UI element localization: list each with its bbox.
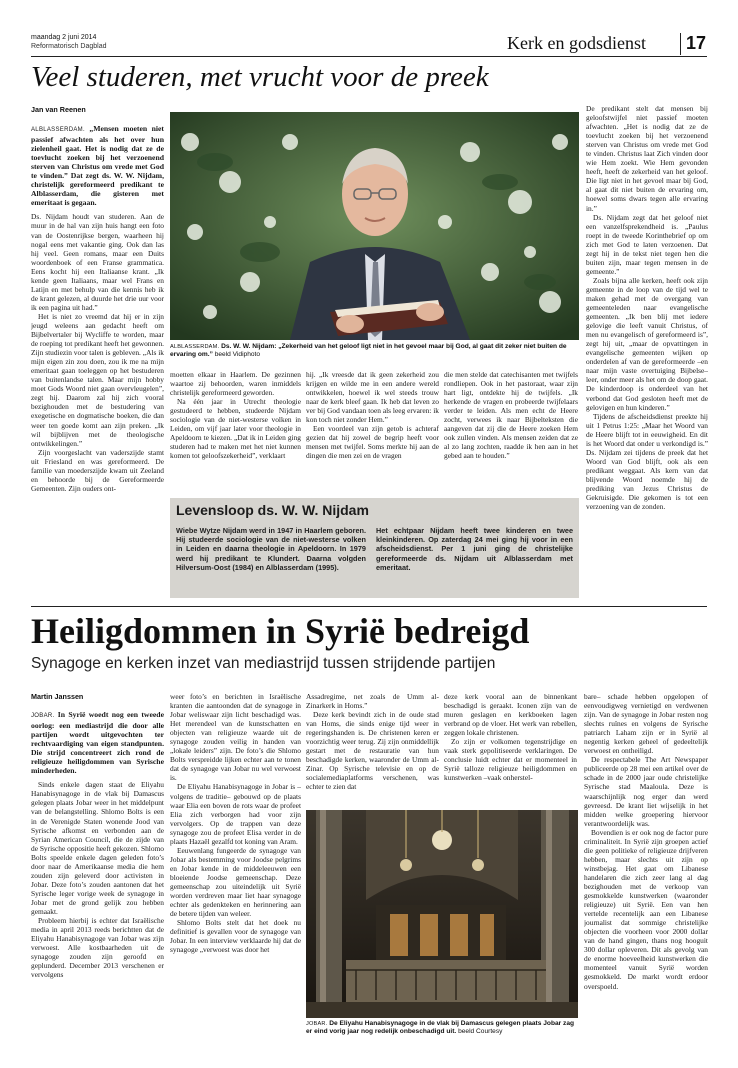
lead-dateline: JOBAR.: [31, 713, 55, 719]
paragraph: Probleem hierbij is echter dat Israëlische media in april 2013 reeds berichtten dat de Eliyahu Hanabisynagoge van Jobar was zijn verwoest. Alle kostbaarheden uit de synagoge zouden zijn geroofd en geplunderd. December 2013 verschenen er vervolgens: [31, 916, 164, 980]
page-number: 17: [686, 33, 707, 53]
photo-credit: beeld Vidiphoto: [214, 351, 261, 358]
paragraph: Sinds enkele dagen staat de Eliyahu Hanabisynagoge in de vlak bij Damascus gelegen plaats Jobar weer in het middelpunt van de belangstelling. Shlomo Bolts is een in de Verenigde Staten wonende Jood van Syrische afkomst en verbonden aan de Syrian American Council, die de zijde van de Syrische oppositie heeft gekozen. Shlomo Bolts speelde enkele dagen geleden foto’s door naar de Amerikaanse media die hem zouden zijn geleverd door activisten in Jobar. Deze foto’s zouden aantonen dat het Syrische leger vorige week de synagoge in Jobar met de grond gelijk zou hebben gemaakt.: [31, 780, 164, 916]
caption-dateline: ALBLASSERDAM.: [170, 344, 220, 350]
article1-photo: [170, 112, 579, 340]
paragraph: De Eliyahu Hanabisynagoge in Jobar is –volgens de traditie– gebouwd op de plaats waar Elia een boven de rots waar de profeet Elia zich verborgen had voor zijn vervolgers. Op de trappen van deze synagoge zou de profeet Elisa verder in de plaats Hazaël gezalfd tot koning van Aram.: [170, 782, 301, 846]
header-divider: [680, 33, 681, 55]
article2-column-3: [306, 692, 439, 804]
article1-photo-caption: [170, 343, 579, 359]
paragraph: Ds. Nijdam houdt van studeren. Aan de muur in de hal van zijn huis hangt een foto van de Oostenrijkse bergen, waarheen hij nogal eens met vakantie ging. Ook dan las hij veel. Geen romans, maar een Duits woordenboek of een Franse grammatica. Eens kocht hij een Italiaanse krant. „Ik kende geen Italiaans, maar wel Frans en Latijn en met behulp van die kennis heb ik de krant gelezen, al duurde het drie uur voor ik een pagina uit had.”: [31, 212, 164, 312]
bio-column-2: Het echtpaar Nijdam heeft twee kinderen en twee kleinkinderen. Op zaterdag 24 mei ging hij voor in een afscheidsdienst. Per 1 juni ging de christelijke gereformeerde ds. Nijdam uit Alblasserdam met emeritaat.: [376, 526, 573, 572]
article1-column-right: [586, 104, 708, 598]
bio-column-1: Wiebe Wytze Nijdam werd in 1947 in Haarlem geboren. Hij studeerde sociologie van de niet-westerse volken in Leiden en daarna theologie in Apeldoorn. In 1979 werd hij predikant te Klundert. Daarna volgden Hilversum-Oost (1984) en Alblasserdam (1995).: [176, 526, 366, 572]
paragraph: bare– schade hebben opgelopen of eenvoudigweg vernietigd en verdwenen zijn. Van de synagoge in Jobar resten nog slechts ruïnes en volgens de Syrische patriarch Laham zijn er in Syrië al negentig kerken geheel of gedeeltelijk verwoest en ontheiligd.: [584, 692, 708, 756]
paragraph: Shlomo Bolts stelt dat het doek nu definitief is gevallen voor de synagoge van Jobar. In een interview verklaarde hij dat de synagoge „verwoest was door het: [170, 918, 301, 955]
paragraph: moetten elkaar in Haarlem. De gezinnen waartoe zij behoorden, waren inmiddels christelijk gereformeerd geworden.: [170, 370, 301, 398]
paragraph: Het is niet zo vreemd dat hij er in zijn jeugd weleens aan gedacht heeft om Bijbelvertaler bij Wycliffe te worden, maar de roeping tot predikant heeft het gewonnen. Zijn studiezin voor talen is gebleven. „Als ik mijn eigen zin zou doen, zou ik me na mijn emeritaat gaan toeleggen op het bestuderen van buitenlandse talen. Maar mijn hobby moet Gods Woord niet gaan overvleugelen”, zegt hij. Daarom zal hij zich vooral bezighouden met de bestudering van exegetische en dogmatische boeken, die dan weer ten goede komt aan zijn preken. „Ik wil bijblijven met de theologische ontwikkelingen.”: [31, 311, 164, 448]
portrait-photo-image: [170, 112, 579, 340]
article2-column-4: [444, 692, 577, 804]
article1-column-1: [31, 124, 164, 594]
article1-headline: Veel studeren, met vrucht voor de preek: [31, 61, 489, 93]
article1-column-2: [170, 370, 301, 496]
lead-text: „Mensen moeten niet passief afwachten als het over hun zielenheil gaat. Het is nodig dat ze de toevlucht zoeken bij het verzoenend sterven van Christus om vrede met God te vinden.” Dat zegt ds. W. W. Nijdam, christelijk gereformeerd predikant te Alblasserdam, die gisteren met emeritaat is gegaan.: [31, 124, 164, 208]
article1-column-3: [306, 370, 439, 496]
caption-dateline: JOBAR.: [306, 1021, 328, 1027]
photo-credit: beeld Courtesy: [458, 1028, 503, 1035]
header-date: maandag 2 juni 2014: [31, 34, 97, 41]
article2-byline: Martin Janssen: [31, 692, 84, 701]
bio-title: Levensloop ds. W. W. Nijdam: [176, 502, 369, 518]
section-title: Kerk en godsdienst: [507, 33, 646, 53]
paragraph: Assadregime, net zoals de Umm al-Zinarkerk in Homs.”: [306, 692, 439, 711]
paragraph: Bovendien is er ook nog de factor pure criminaliteit. In Syrië zijn groepen actief die geen politieke of religieuze drijfveren hebben, maar slechts uit zijn op winstbejag. Het gaat om Libanese handelaren die zich zeer lang al dag bezighouden met de verkoop van gesmokkelde kunstwerken (waaronder religieuze) uit Syrië. Een van hen vertelde recentelijk aan een Libanese journalist dat sommige christelijke objecten die voorheen voor 2000 dollar van de hand gingen, thans nog hooguit 300 dollar opleveren. Dit als gevolg van de enorme hoeveelheid kunstwerken die momenteel vanuit Syrië worden gesmokkeld. De markt wordt erdoor overspoeld.: [584, 827, 708, 991]
article2-photo-caption: [306, 1020, 578, 1036]
synagogue-photo-image: [306, 810, 578, 1018]
paragraph: Tijdens de afscheidsdienst preekte hij uit 1 Petrus 1:25: „Maar het Woord van de Heere blijft tot in eeuwigheid. En dit is het Woord dat onder u verkondigd is.” Ds. Nijdam zei tijdens de preek dat het Woord van God blijft, ook als een predikant weggaat. Als kern van dat blijvende Woord noemde hij de prediking van Jezus Christus de Gekruisigde. Die gekomen is tot een verzoening van de zonden.: [586, 411, 708, 512]
caption-text: De Eliyahu Hanabisynagoge in de vlak bij Damascus gelegen plaats Jobar zag er eind vorig jaar nog redelijk onbeschadigd uit.: [306, 1020, 575, 1035]
bio-box: [170, 498, 579, 598]
paragraph: Ds. Nijdam zegt dat het geloof niet een vanzelfsprekendheid is. „Paulus roept in de tweede Korinthebrief op om zich met God te laten verzoenen. Dat zegt hij in de tekst niet tegen hen die buiten zijn, maar tegen mensen in de gemeente.”: [586, 212, 708, 276]
article2-photo: [306, 810, 578, 1018]
caption-text: Ds. W. W. Nijdam: „Zekerheid van het geloof ligt niet in het gevoel maar bij God, al gaat dit zeker niet buiten de ervaring om.”: [170, 343, 567, 358]
paragraph: De respectabele The Art Newspaper publiceerde op 28 mei een artikel over de schade in de 2000 jaar oude christelijke Syrische stad Maaloula. Deze is waarschijnlijk nog erger dan werd gevreesd. De krant liet wijselijk in het midden welke groepering hiervoor verantwoordelijk was.: [584, 755, 708, 828]
article1-column-4: [444, 370, 578, 496]
paragraph: Een voordeel van zijn getob is achteraf gezien dat hij zowel de begrip heeft voor mensen met twijfel. Soms merkte hij aan de dingen die men zei en de vragen: [306, 424, 439, 461]
paragraph: Zo zijn er volkomen tegenstrijdige en vaak sterk gepolitiseerde verklaringen. De conclusie luidt echter dat er momenteel in Syrië talloze religieuze heiligdommen en kunstwerken –vaak onherstel-: [444, 737, 577, 783]
paragraph: die men stelde dat catechisanten met twijfels rondliepen. Ook in het pastoraat, waar zijn hart ligt, ontdekte hij de twijfels. „Ik herkende de vragen en probeerde twijfelaars verder te leiden. Als men echt de Heere zocht, verwees ik naar Bijbelteksten die aangeven dat zij die de Heere zoeken Hem ook zullen vinden. Als mensen zeiden dat ze al zo lang zochten, raadde ik hen aan in het gebed aan te houden.”: [444, 370, 578, 461]
article2-column-1: [31, 710, 164, 1060]
paragraph: deze kerk vooral aan de binnenkant beschadigd is geraakt. Iconen zijn van de muren geslagen en kerkboeken lagen verbrand op de vloer. Het werk van rebellen, zeggen lokale christenen.: [444, 692, 577, 738]
header-rule: [31, 56, 707, 57]
paragraph: Na één jaar in Utrecht theologie gestudeerd te hebben, studeerde Nijdam sociologie van de niet-westerse volken in Leiden, om vijf jaar later voor theologie in Apeldoorn te kiezen. „Dat ik in Leiden ging studeren had te maken met het niet kunnen komen tot geloofszekerheid”, verklaart: [170, 397, 301, 461]
paragraph: Zoals bijna alle kerken, heeft ook zijn gemeente in de loop van de tijd wel te maken gehad met de overgang van gemeenteleden naar evangelische gemeenten. „Ik ben blij met iedere gelovige die leeft vanuit Christus, of men nu evangelisch of gereformeerd is”, zegt hij uit, „maar de opvattingen in evangelische gemeenten wijken op onderdelen af van de gereformeerde –en naar mijn vaste overtuiging Bijbelse– leer, onder meer als het om de doop gaat. De kinderdoop is onderdeel van het verbond dat God gesloten heeft met de gelovigen en hun kinderen.”: [586, 275, 708, 412]
paragraph: Eeuwenlang fungeerde de synagoge van Jobar als bestemming voor Joodse pelgrims en Jobar kende in de middeleeuwen een bloeiende Joodse gemeenschap. Deze gemeenschap zou uiteindelijk uit Syrië worden verdreven maar liet haar synagoge echter als gedenkteken en herinnering aan de betere tijden van weleer.: [170, 845, 301, 919]
paragraph: De predikant stelt dat mensen bij geloofstwijfel niet passief moeten afwachten. „Het is nodig dat ze de toevlucht zoeken bij het verzoenend sterven van Christus om vrede met God te vinden. Christus laat Zich vinden door wie Hem zoekt. Wie Hem gevonden heeft, heeft de zekerheid van het geloof. Die ligt niet in het gevoel maar bij God, al gaat dit niet buiten de ervaring om, hoewel soms dwars tegen alle ervaring in.”: [586, 104, 708, 213]
article2-subhead: Synagoge en kerken inzet van mediastrijd tussen strijdende partijen: [31, 655, 496, 672]
article2-headline: Heiligdommen in Syrië bedreigd: [31, 611, 530, 651]
article2-column-2: [170, 692, 301, 1060]
article2-column-5: [584, 692, 708, 1060]
paragraph: Zijn voorgeslacht van vaderszijde stamt uit Friesland en was gereformeerd. De familie van moederszijde kwam uit Zeeland en behoorde bij de Gereformeerde Gemeenten. Zijn ouders ont-: [31, 447, 164, 493]
lead-dateline: ALBLASSERDAM.: [31, 127, 85, 133]
paragraph: weer foto’s en berichten in Israëlische kranten die aantoonden dat de synagoge in Jobar weliswaar zijn licht beschadigd was. Het merendeel van de kunstschatten en objecten van religieuze waarde uit de synagoge zouden veilig in handen van „lokale leiders” zijn. De foto’s die Shlomo Bolts verspreidde lijken echter aan te tonen dat de synagoge van Jobar nu wel verwoest is.: [170, 692, 301, 783]
article1-byline: Jan van Reenen: [31, 105, 86, 114]
paragraph: Deze kerk bevindt zich in de oude stad van Homs, die sinds enige tijd weer in regeringshanden is. De christenen keren er voorzichtig weer terug. Zij zijn onmiddellijk gestart met de restauratie van hun beschadigde kerken, waaronder de Umm al-Zinar. Op Syrische televisie en op de socialemediaplatforms verschenen, was echter te zien dat: [306, 710, 439, 792]
lead-text: In Syrië woedt nog een tweede oorlog: een mediastrijd die door alle partijen wordt uitgevochten ter rechtvaardiging van eigen standpunten. Die strijd concentreert zich rond de religieuze heiligdommen van Syrische minderheden.: [31, 710, 164, 776]
article-separator: [31, 606, 707, 607]
paragraph: hij. „Ik vreesde dat ik geen zekerheid zou krijgen en wilde me in een andere wereld ontwikkelen, hoewel ik wel steeds trouw naar de kerk bleef gaan. Ik heb dat leven zo ver bij God vandaan toen als leeg ervaren: ik kon toch niet zonder Hem.”: [306, 370, 439, 425]
header-paper: Reformatorisch Dagblad: [31, 43, 107, 50]
